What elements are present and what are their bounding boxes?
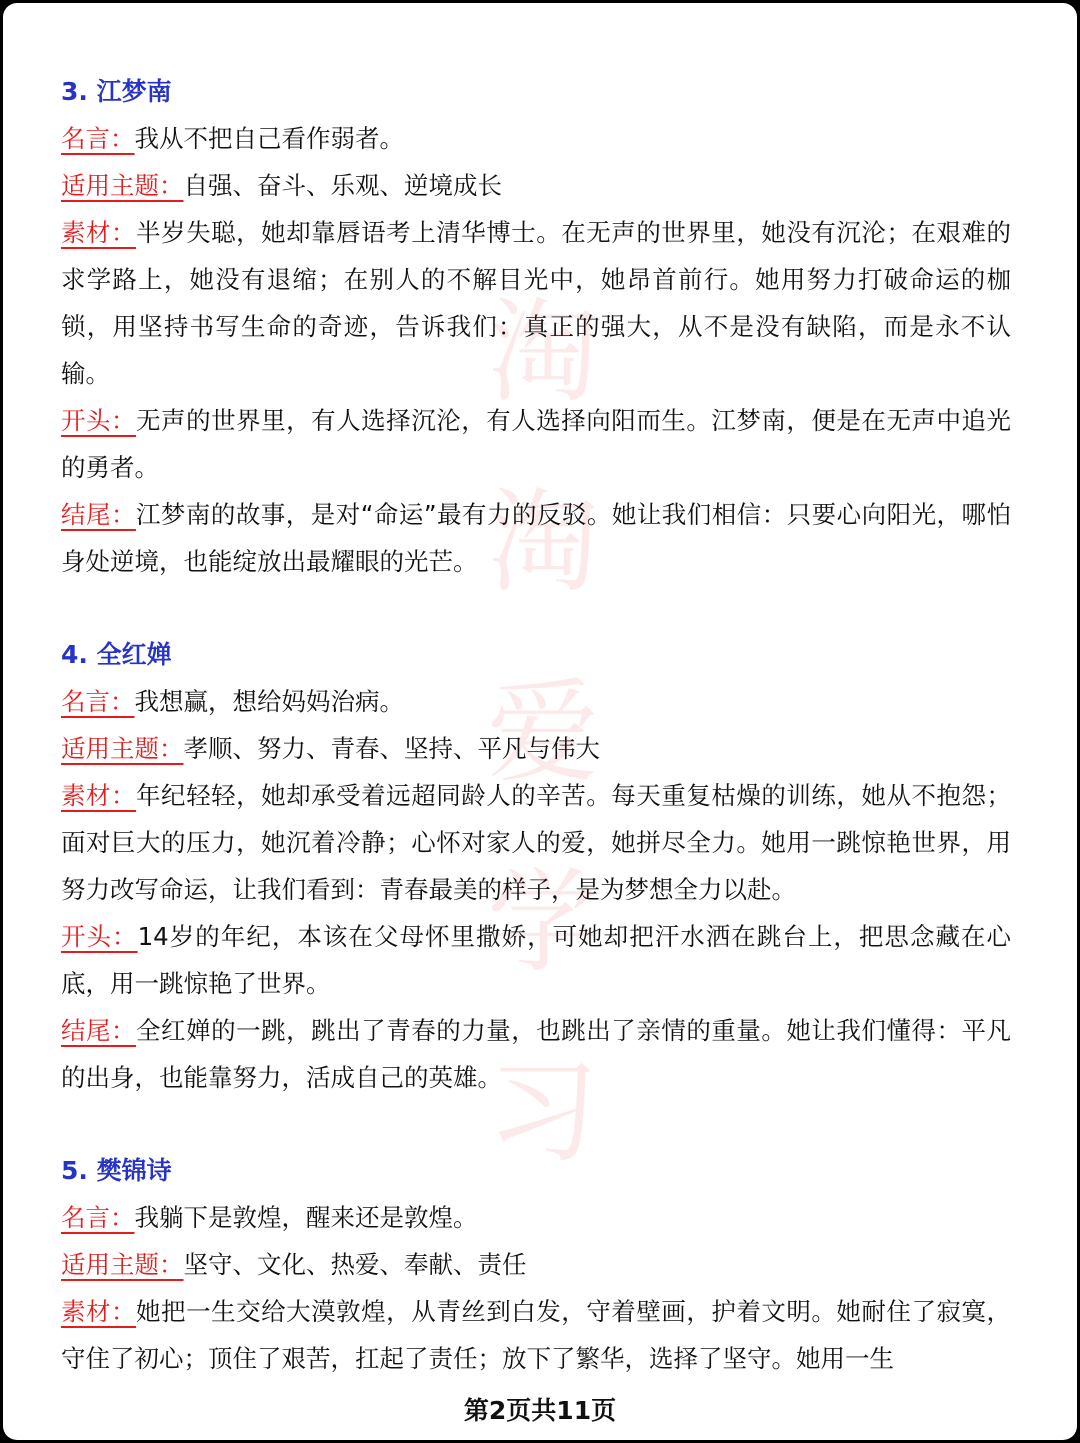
quote-text: 我从不把自己看作弱者。 [134, 124, 404, 153]
ending-text: 江梦南的故事，是对“命运”最有力的反驳。她让我们相信：只要心向阳光，哪怕身处逆境，也能绽放出最耀眼的光芒。 [61, 500, 1011, 576]
section-quan-hongchan [61, 632, 1011, 1101]
watermark-char: 淘 [487, 478, 599, 608]
ending-text: 全红婵的一跳，跳出了青春的力量，也跳出了亲情的重量。她让我们懂得：平凡的出身，也能靠努力，活成自己的英雄。 [61, 1016, 1012, 1092]
opening-label: 开头： [61, 922, 138, 951]
watermark-char: 习 [487, 1048, 599, 1178]
material-line [61, 772, 1011, 913]
section-title: 4. 全红婵 [61, 640, 172, 669]
theme-text: 自强、奋斗、乐观、逆境成长 [183, 171, 502, 200]
theme-line [61, 725, 1011, 772]
page-number: 第2页共11页 [463, 1396, 617, 1425]
ending-line [61, 1007, 1011, 1101]
watermark-char: 淘 [487, 288, 599, 418]
quote-line [61, 1194, 1011, 1241]
section-title: 3. 江梦南 [61, 77, 172, 106]
material-text: 她把一生交给大漠敦煌，从青丝到白发，守着壁画，护着文明。她耐住了寂寞，守住了初心；顶住了艰苦，扛起了责任；放下了繁华，选择了坚守。她用一生 [61, 1297, 1012, 1373]
ending-label: 结尾： [61, 500, 136, 529]
quote-text: 我躺下是敦煌，醒来还是敦煌。 [134, 1203, 478, 1232]
opening-label: 开头： [61, 406, 137, 435]
material-line [61, 209, 1011, 397]
quote-label: 名言： [61, 1203, 135, 1232]
quote-text: 我想赢，想给妈妈治病。 [134, 687, 404, 716]
ending-line [61, 491, 1011, 585]
opening-text: 无声的世界里，有人选择沉沦，有人选择向阳而生。江梦南，便是在无声中追光的勇者。 [61, 406, 1012, 482]
theme-line [61, 162, 1011, 209]
theme-label: 适用主题： [61, 171, 184, 200]
ending-label: 结尾： [61, 1016, 137, 1045]
section-title: 5. 樊锦诗 [61, 1156, 172, 1185]
material-label: 素材： [61, 1297, 137, 1326]
opening-line [61, 913, 1011, 1007]
document-page [3, 3, 1077, 1440]
theme-text: 坚守、文化、热爱、奉献、责任 [183, 1250, 527, 1279]
material-line [61, 1288, 1011, 1382]
content [61, 69, 1011, 1429]
theme-line [61, 1241, 1011, 1288]
opening-line [61, 397, 1011, 491]
quote-label: 名言： [61, 687, 135, 716]
theme-label: 适用主题： [61, 734, 184, 763]
quote-label: 名言： [61, 124, 135, 153]
material-text: 年纪轻轻，她却承受着远超同龄人的辛苦。每天重复枯燥的训练，她从不抱怨；面对巨大的压力，她沉着冷静；心怀对家人的爱，她拼尽全力。她用一跳惊艳世界，用努力改写命运，让我们看到：青春最美的样子，是为梦想全力以赴。 [61, 781, 1012, 904]
section-jiang-mengnan [61, 69, 1011, 585]
quote-line [61, 115, 1011, 162]
opening-text: 14岁的年纪，本该在父母怀里撒娇，可她却把汗水洒在跳台上，把思念藏在心底，用一跳惊艳了世界。 [61, 922, 1012, 998]
material-text: 半岁失聪，她却靠唇语考上清华博士。在无声的世界里，她没有沉沦；在艰难的求学路上，她没有退缩；在别人的不解目光中，她昂首前行。她用努力打破命运的枷锁，用坚持书写生命的奇迹，告诉我们：真正的强大，从不是没有缺陷，而是永不认输。 [61, 218, 1012, 388]
theme-label: 适用主题： [61, 1250, 184, 1279]
material-label: 素材： [61, 781, 137, 810]
section-fan-jinshi [61, 1148, 1011, 1382]
quote-line [61, 678, 1011, 725]
theme-text: 孝顺、努力、青春、坚持、平凡与伟大 [183, 734, 600, 763]
material-label: 素材： [61, 218, 137, 247]
watermark-char: 爱 [487, 668, 599, 798]
watermark-char: 学 [487, 858, 599, 988]
